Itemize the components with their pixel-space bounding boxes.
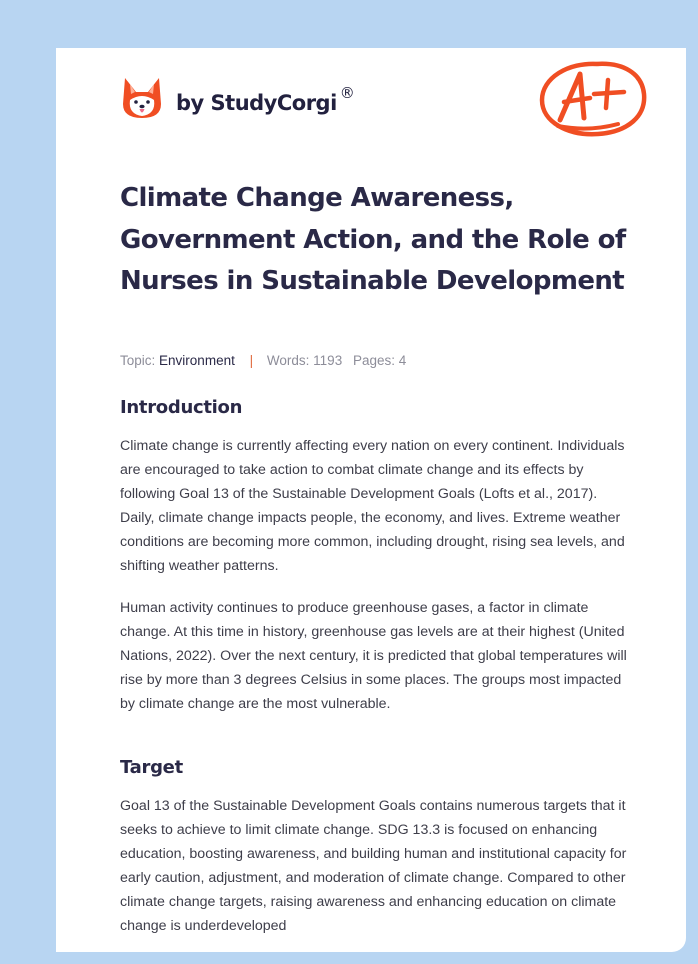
document-card — [56, 48, 686, 952]
section-heading-introduction: Introduction — [120, 397, 243, 418]
document-meta — [120, 353, 406, 368]
logo-text: by StudyCorgi — [176, 91, 337, 115]
paragraph-target-1: Goal 13 of the Sustainable Development Goals contains numerous targets that it seeks to achieve to limit climate change. SDG 13.3 is focused on enhancing education, boosting awareness, and building human and institutional capacity for early caution, adjustment, and moderation of climate change. Compared to other climate change targets, raising awareness and enhancing education on climate change is underdeveloped — [120, 798, 627, 934]
corgi-logo-icon — [122, 76, 162, 122]
words-label: Words: — [266, 353, 310, 368]
registered-mark: ® — [339, 84, 355, 102]
pages-label: Pages: — [352, 353, 395, 368]
a-plus-grade-icon — [538, 58, 650, 140]
paragraph-intro-1: Climate change is currently affecting every nation on every continent. Individuals are encouraged to take action to combat climate change and its effects by following Goal 13 of the Sustainable Development Goals (Lofts et al., 2017). Daily, climate change impacts people, the economy, and lives. Extreme weather conditions are becoming more common, including drought, rising sea levels, and shifting weather patterns. — [120, 438, 625, 574]
meta-separator: | — [249, 353, 254, 368]
topic-value-link[interactable]: Environment — [159, 353, 235, 368]
section-heading-target: Target — [120, 757, 183, 778]
words-value: 1193 — [313, 353, 343, 368]
topic-label: Topic: — [120, 353, 156, 368]
paragraph-intro-2: Human activity continues to produce greenhouse gases, a factor in climate change. At this time in history, greenhouse gas levels are at their highest (United Nations, 2022). Over the next century, it is predicted that global temperatures will rise by more than 3 degrees Celsius in some places. The groups most impacted by climate change are the most vulnerable. — [120, 600, 627, 712]
document-title: Climate Change Awareness, Government Action, and the Role of Nurses in Sustainable Development — [120, 183, 626, 296]
studycorgi-logo[interactable] — [122, 76, 355, 122]
pages-value: 4 — [398, 353, 407, 368]
